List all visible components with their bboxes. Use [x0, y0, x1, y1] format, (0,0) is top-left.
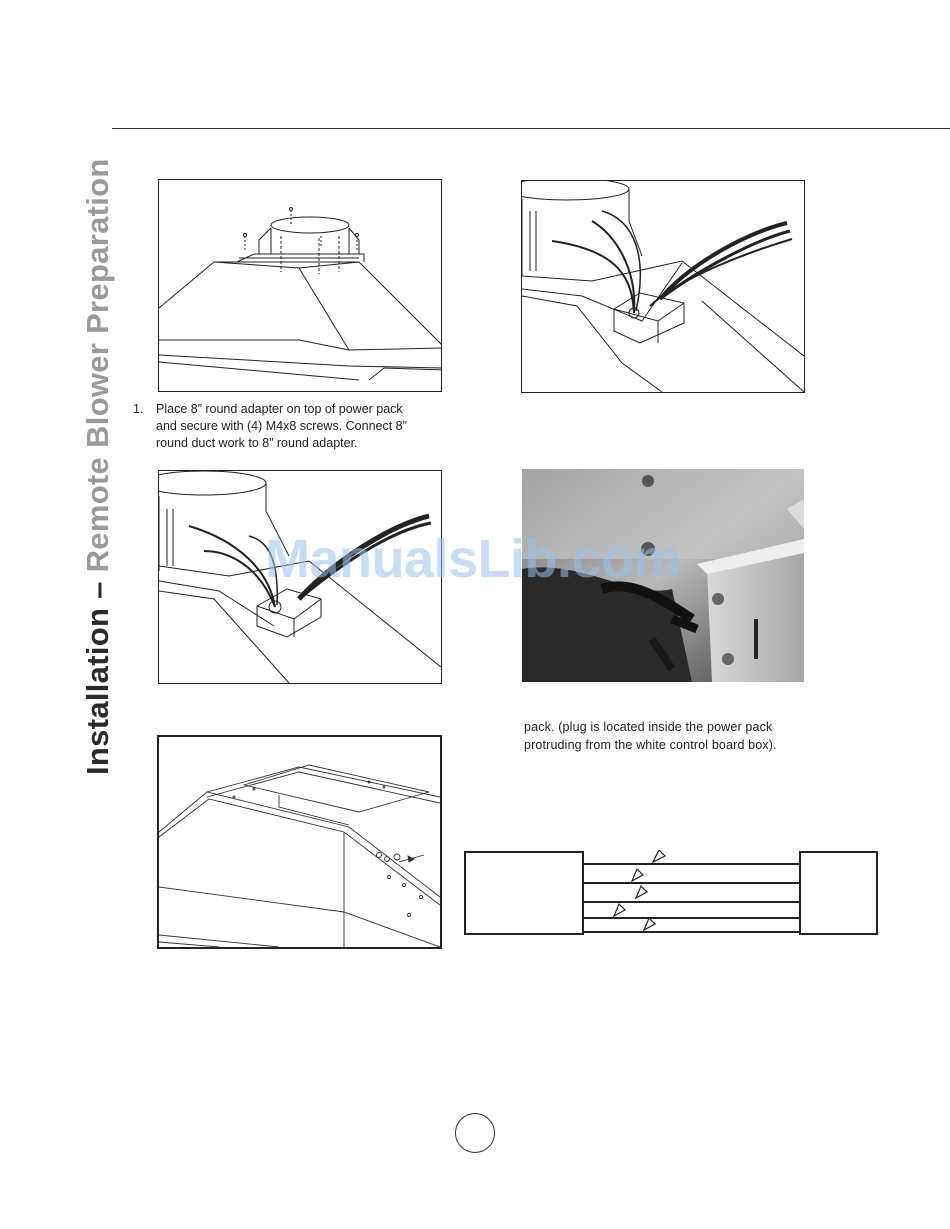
step-1-line-3: round duct work to 8” round adapter. — [156, 436, 358, 450]
step-1 — [133, 401, 463, 455]
step-1-line-2: and secure with (4) M4x8 screws. Connect 8” — [156, 419, 407, 433]
hood-top-openings-diagram — [157, 735, 442, 949]
right-terminal-block — [800, 852, 877, 934]
watermark: ManualsLib.com — [265, 529, 682, 589]
adapter-mounting-diagram — [158, 179, 442, 392]
side-title-sub: Remote Blower Preparation — [80, 158, 115, 573]
wire-connector-schematic — [464, 850, 879, 937]
plug-note-line-2: protruding from the white control board box). — [524, 738, 777, 752]
plug-note-line-1: pack. (plug is located inside the power pack — [524, 720, 773, 734]
step-1-number: 1. — [133, 402, 144, 416]
section-side-title — [78, 158, 118, 775]
left-terminal-block — [465, 852, 583, 934]
header-rule — [112, 128, 950, 129]
plug-location-note — [524, 718, 854, 756]
step-1-line-1: Place 8” round adapter on top of power pack — [156, 402, 403, 416]
side-title-main: Installation – — [80, 572, 115, 775]
wires-through-box-diagram-1 — [521, 180, 805, 393]
page-number-circle — [455, 1113, 495, 1153]
